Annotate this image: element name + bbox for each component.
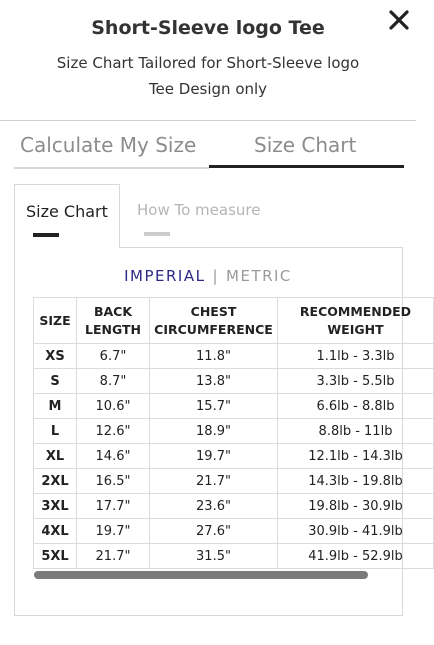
weight-cell: 6.6lb - 8.8lb	[278, 394, 434, 419]
size-cell: 5XL	[34, 544, 77, 569]
unit-imperial[interactable]: IMPERIAL	[124, 267, 206, 285]
weight-cell: 3.3lb - 5.5lb	[278, 369, 434, 394]
size-table	[33, 297, 434, 569]
subtab-size-chart[interactable]	[14, 184, 120, 248]
product-title: Short-Sleeve logo Tee	[91, 17, 325, 39]
weight-cell: 30.9lb - 41.9lb	[278, 519, 434, 544]
chest-cell: 15.7"	[150, 394, 278, 419]
horizontal-scrollbar[interactable]	[34, 571, 368, 579]
subtitle-line-1: Size Chart Tailored for Short-Sleeve logo	[56, 54, 360, 72]
table-header-row	[34, 298, 434, 344]
chest-cell: 27.6"	[150, 519, 278, 544]
size-cell: XS	[34, 344, 77, 369]
size-cell: 4XL	[34, 519, 77, 544]
chest-cell: 21.7"	[150, 469, 278, 494]
weight-cell: 19.8lb - 30.9lb	[278, 494, 434, 519]
subtitle-line-2: Tee Design only	[148, 80, 268, 98]
back-length-cell: 14.6"	[77, 444, 150, 469]
header-recommended-weight: RECOMMENDED WEIGHT	[278, 298, 434, 344]
back-length-cell: 17.7"	[77, 494, 150, 519]
size-cell: 3XL	[34, 494, 77, 519]
back-length-cell: 21.7"	[77, 544, 150, 569]
tab-underline-active	[209, 165, 404, 168]
weight-cell: 41.9lb - 52.9lb	[278, 544, 434, 569]
table-row	[34, 544, 434, 569]
size-cell: M	[34, 394, 77, 419]
header-chest-circumference: CHEST CIRCUMFERENCE	[150, 298, 278, 344]
tab-calculate-my-size[interactable]: Calculate My Size	[20, 133, 197, 157]
back-length-cell: 12.6"	[77, 419, 150, 444]
subtab-size-chart-label: Size Chart	[26, 202, 108, 221]
size-cell: S	[34, 369, 77, 394]
weight-cell: 14.3lb - 19.8lb	[278, 469, 434, 494]
size-cell: XL	[34, 444, 77, 469]
back-length-cell: 6.7"	[77, 344, 150, 369]
chest-cell: 11.8"	[150, 344, 278, 369]
unit-separator: |	[212, 267, 219, 285]
size-cell: 2XL	[34, 469, 77, 494]
weight-cell: 12.1lb - 14.3lb	[278, 444, 434, 469]
chest-cell: 13.8"	[150, 369, 278, 394]
table-row	[34, 394, 434, 419]
header-back-length: BACK LENGTH	[77, 298, 150, 344]
table-row	[34, 369, 434, 394]
weight-cell: 8.8lb - 11lb	[278, 419, 434, 444]
tab-underline-inactive	[14, 167, 209, 169]
subtab-how-to-measure[interactable]: How To measure	[137, 201, 261, 219]
subtab-active-indicator	[33, 233, 59, 237]
table-row	[34, 519, 434, 544]
modal-header	[0, 0, 416, 121]
chest-cell: 31.5"	[150, 544, 278, 569]
chest-cell: 18.9"	[150, 419, 278, 444]
table-row	[34, 344, 434, 369]
table-row	[34, 469, 434, 494]
unit-metric[interactable]: METRIC	[226, 267, 292, 285]
back-length-cell: 8.7"	[77, 369, 150, 394]
table-row	[34, 494, 434, 519]
chest-cell: 23.6"	[150, 494, 278, 519]
back-length-cell: 16.5"	[77, 469, 150, 494]
close-icon[interactable]	[385, 6, 413, 34]
table-row	[34, 444, 434, 469]
back-length-cell: 10.6"	[77, 394, 150, 419]
back-length-cell: 19.7"	[77, 519, 150, 544]
tab-size-chart[interactable]: Size Chart	[254, 133, 357, 157]
size-chart-subtitle	[30, 50, 386, 102]
unit-toggle	[0, 267, 416, 285]
table-row	[34, 419, 434, 444]
size-cell: L	[34, 419, 77, 444]
chest-cell: 19.7"	[150, 444, 278, 469]
header-size: SIZE	[34, 298, 77, 344]
top-tabs	[14, 130, 404, 170]
weight-cell: 1.1lb - 3.3lb	[278, 344, 434, 369]
subtab-inactive-indicator	[144, 232, 170, 236]
size-table-container[interactable]	[33, 297, 412, 567]
